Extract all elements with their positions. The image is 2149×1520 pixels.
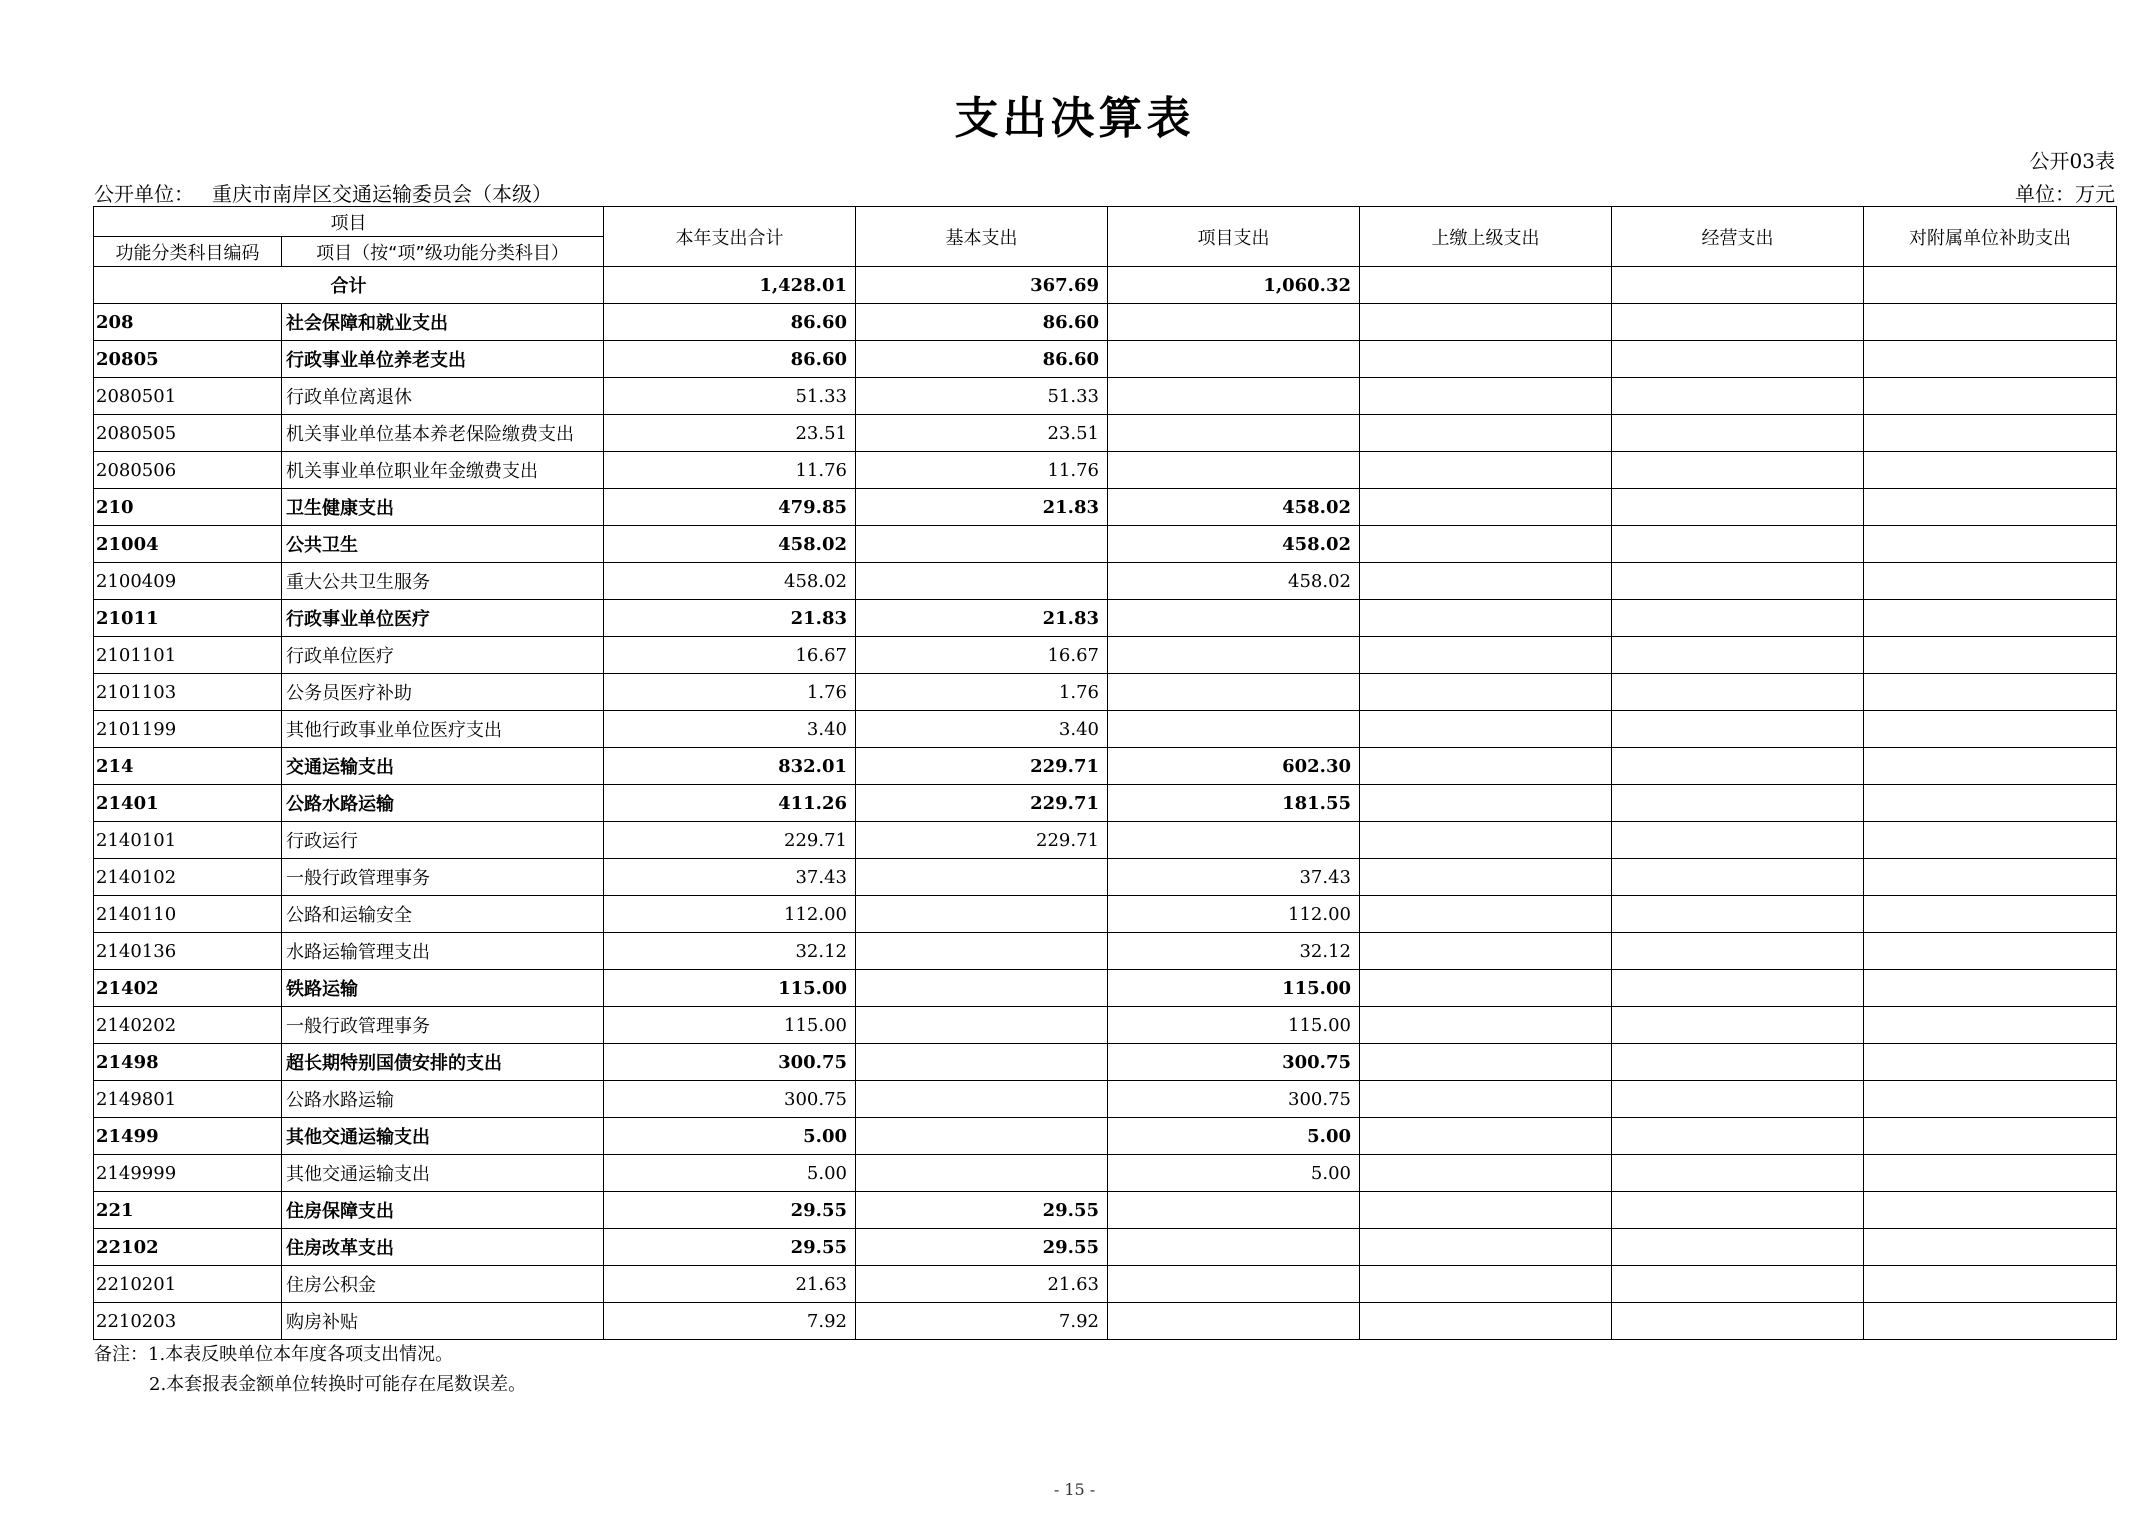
row-business — [1612, 341, 1864, 378]
currency-unit: 单位：万元 — [2015, 182, 2115, 206]
total-label: 合计 — [94, 267, 604, 304]
row-project: 115.00 — [1108, 970, 1360, 1007]
reporting-unit-label: 公开单位： — [94, 182, 194, 206]
row-project: 112.00 — [1108, 896, 1360, 933]
form-number: 公开03表 — [2029, 149, 2115, 173]
table-row — [94, 637, 2117, 674]
row-business — [1612, 785, 1864, 822]
row-basic — [856, 1081, 1108, 1118]
row-business — [1612, 674, 1864, 711]
row-upper — [1360, 563, 1612, 600]
row-project: 5.00 — [1108, 1155, 1360, 1192]
row-basic: 21.83 — [856, 489, 1108, 526]
row-code: 2140101 — [94, 822, 282, 859]
row-code: 2149801 — [94, 1081, 282, 1118]
row-code: 221 — [94, 1192, 282, 1229]
table-row — [94, 489, 2117, 526]
row-business — [1612, 563, 1864, 600]
row-business — [1612, 637, 1864, 674]
row-basic — [856, 1044, 1108, 1081]
page-number: - 15 - — [1053, 1480, 1096, 1499]
header-project: 项目支出 — [1108, 207, 1360, 267]
row-code: 2140102 — [94, 859, 282, 896]
row-subsidy — [1864, 1007, 2117, 1044]
row-subsidy — [1864, 1044, 2117, 1081]
row-business — [1612, 748, 1864, 785]
table-row — [94, 304, 2117, 341]
table-row — [94, 785, 2117, 822]
row-upper — [1360, 1192, 1612, 1229]
total-row — [94, 267, 2117, 304]
total-upper — [1360, 267, 1612, 304]
row-name: 行政事业单位养老支出 — [282, 341, 604, 378]
row-code: 20805 — [94, 341, 282, 378]
row-project — [1108, 415, 1360, 452]
row-name: 行政单位医疗 — [282, 637, 604, 674]
row-basic — [856, 859, 1108, 896]
total-business — [1612, 267, 1864, 304]
row-project — [1108, 1266, 1360, 1303]
row-code: 2149999 — [94, 1155, 282, 1192]
row-name: 公共卫生 — [282, 526, 604, 563]
table-row — [94, 563, 2117, 600]
table-row — [94, 341, 2117, 378]
row-basic: 23.51 — [856, 415, 1108, 452]
row-name: 水路运输管理支出 — [282, 933, 604, 970]
row-basic: 29.55 — [856, 1192, 1108, 1229]
row-name: 购房补贴 — [282, 1303, 604, 1340]
row-total: 5.00 — [604, 1118, 856, 1155]
notes — [94, 1340, 526, 1400]
row-total: 23.51 — [604, 415, 856, 452]
row-name: 卫生健康支出 — [282, 489, 604, 526]
row-total: 458.02 — [604, 563, 856, 600]
row-code: 2210203 — [94, 1303, 282, 1340]
row-total: 458.02 — [604, 526, 856, 563]
row-business — [1612, 378, 1864, 415]
row-basic: 229.71 — [856, 748, 1108, 785]
row-name: 行政事业单位医疗 — [282, 600, 604, 637]
row-subsidy — [1864, 526, 2117, 563]
row-code: 210 — [94, 489, 282, 526]
note-1: 备注：1.本表反映单位本年度各项支出情况。 — [94, 1344, 454, 1365]
row-subsidy — [1864, 748, 2117, 785]
row-business — [1612, 896, 1864, 933]
expenditure-table — [93, 206, 2117, 1340]
row-upper — [1360, 341, 1612, 378]
row-name: 超长期特别国债安排的支出 — [282, 1044, 604, 1081]
header-business: 经营支出 — [1612, 207, 1864, 267]
row-total: 1.76 — [604, 674, 856, 711]
row-name: 重大公共卫生服务 — [282, 563, 604, 600]
table-row — [94, 859, 2117, 896]
table-row — [94, 526, 2117, 563]
row-upper — [1360, 452, 1612, 489]
row-total: 37.43 — [604, 859, 856, 896]
row-business — [1612, 1155, 1864, 1192]
row-total: 112.00 — [604, 896, 856, 933]
row-business — [1612, 1229, 1864, 1266]
row-upper — [1360, 785, 1612, 822]
row-project — [1108, 378, 1360, 415]
total-project: 1,060.32 — [1108, 267, 1360, 304]
header-upper: 上缴上级支出 — [1360, 207, 1612, 267]
row-basic: 1.76 — [856, 674, 1108, 711]
row-code: 21499 — [94, 1118, 282, 1155]
row-project — [1108, 452, 1360, 489]
row-name: 其他行政事业单位医疗支出 — [282, 711, 604, 748]
row-project — [1108, 1192, 1360, 1229]
row-project — [1108, 600, 1360, 637]
row-business — [1612, 526, 1864, 563]
row-subsidy — [1864, 415, 2117, 452]
reporting-unit-name: 重庆市南岸区交通运输委员会（本级） — [212, 182, 552, 206]
row-upper — [1360, 489, 1612, 526]
row-upper — [1360, 415, 1612, 452]
row-project — [1108, 1303, 1360, 1340]
row-business — [1612, 1192, 1864, 1229]
row-business — [1612, 1266, 1864, 1303]
row-business — [1612, 600, 1864, 637]
header-total: 本年支出合计 — [604, 207, 856, 267]
row-business — [1612, 489, 1864, 526]
row-name: 住房公积金 — [282, 1266, 604, 1303]
row-code: 2100409 — [94, 563, 282, 600]
row-subsidy — [1864, 304, 2117, 341]
row-code: 21011 — [94, 600, 282, 637]
row-upper — [1360, 1081, 1612, 1118]
row-total: 832.01 — [604, 748, 856, 785]
row-project: 5.00 — [1108, 1118, 1360, 1155]
total-sum: 1,428.01 — [604, 267, 856, 304]
row-project: 32.12 — [1108, 933, 1360, 970]
row-upper — [1360, 859, 1612, 896]
row-subsidy — [1864, 674, 2117, 711]
row-code: 2140110 — [94, 896, 282, 933]
row-subsidy — [1864, 711, 2117, 748]
row-project: 458.02 — [1108, 563, 1360, 600]
row-subsidy — [1864, 1266, 2117, 1303]
row-subsidy — [1864, 970, 2117, 1007]
row-total: 29.55 — [604, 1192, 856, 1229]
row-business — [1612, 1081, 1864, 1118]
row-upper — [1360, 637, 1612, 674]
row-name: 行政单位离退休 — [282, 378, 604, 415]
row-name: 交通运输支出 — [282, 748, 604, 785]
table-row — [94, 1303, 2117, 1340]
row-subsidy — [1864, 1229, 2117, 1266]
table-row — [94, 1081, 2117, 1118]
row-upper — [1360, 1155, 1612, 1192]
row-business — [1612, 1303, 1864, 1340]
table-row — [94, 1007, 2117, 1044]
row-subsidy — [1864, 1081, 2117, 1118]
row-total: 300.75 — [604, 1081, 856, 1118]
row-name: 公路水路运输 — [282, 785, 604, 822]
row-total: 32.12 — [604, 933, 856, 970]
row-upper — [1360, 933, 1612, 970]
total-basic: 367.69 — [856, 267, 1108, 304]
row-project — [1108, 1229, 1360, 1266]
row-subsidy — [1864, 600, 2117, 637]
header-subsidy: 对附属单位补助支出 — [1864, 207, 2117, 267]
page-title: 支出决算表 — [954, 93, 1195, 144]
row-name: 其他交通运输支出 — [282, 1118, 604, 1155]
row-upper — [1360, 600, 1612, 637]
table-row — [94, 970, 2117, 1007]
row-code: 2101103 — [94, 674, 282, 711]
table-row — [94, 1118, 2117, 1155]
row-name: 一般行政管理事务 — [282, 1007, 604, 1044]
header-basic: 基本支出 — [856, 207, 1108, 267]
row-upper — [1360, 378, 1612, 415]
row-code: 2101199 — [94, 711, 282, 748]
row-total: 5.00 — [604, 1155, 856, 1192]
row-code: 214 — [94, 748, 282, 785]
row-basic: 86.60 — [856, 304, 1108, 341]
table-row — [94, 1044, 2117, 1081]
row-project: 115.00 — [1108, 1007, 1360, 1044]
row-name: 一般行政管理事务 — [282, 859, 604, 896]
row-basic: 86.60 — [856, 341, 1108, 378]
row-total: 479.85 — [604, 489, 856, 526]
row-code: 22102 — [94, 1229, 282, 1266]
row-upper — [1360, 896, 1612, 933]
row-total: 7.92 — [604, 1303, 856, 1340]
header-code: 功能分类科目编码 — [94, 237, 282, 267]
row-basic — [856, 1007, 1108, 1044]
row-basic: 21.83 — [856, 600, 1108, 637]
row-project: 181.55 — [1108, 785, 1360, 822]
row-project: 37.43 — [1108, 859, 1360, 896]
row-basic — [856, 563, 1108, 600]
table-row — [94, 1229, 2117, 1266]
row-code: 21498 — [94, 1044, 282, 1081]
row-subsidy — [1864, 637, 2117, 674]
table-row — [94, 1192, 2117, 1229]
row-total: 21.63 — [604, 1266, 856, 1303]
row-subsidy — [1864, 1155, 2117, 1192]
row-name: 其他交通运输支出 — [282, 1155, 604, 1192]
row-name: 社会保障和就业支出 — [282, 304, 604, 341]
row-project — [1108, 341, 1360, 378]
row-upper — [1360, 526, 1612, 563]
header-name: 项目（按“项”级功能分类科目） — [282, 237, 604, 267]
row-basic — [856, 1118, 1108, 1155]
row-basic — [856, 970, 1108, 1007]
row-total: 229.71 — [604, 822, 856, 859]
row-basic: 21.63 — [856, 1266, 1108, 1303]
row-total: 21.83 — [604, 600, 856, 637]
row-basic: 229.71 — [856, 822, 1108, 859]
row-total: 29.55 — [604, 1229, 856, 1266]
row-subsidy — [1864, 896, 2117, 933]
table-row — [94, 822, 2117, 859]
row-business — [1612, 304, 1864, 341]
row-business — [1612, 859, 1864, 896]
row-upper — [1360, 1303, 1612, 1340]
row-project — [1108, 637, 1360, 674]
row-upper — [1360, 304, 1612, 341]
row-basic: 229.71 — [856, 785, 1108, 822]
row-code: 21402 — [94, 970, 282, 1007]
table-row — [94, 748, 2117, 785]
row-total: 16.67 — [604, 637, 856, 674]
row-total: 86.60 — [604, 341, 856, 378]
row-upper — [1360, 1118, 1612, 1155]
row-business — [1612, 1118, 1864, 1155]
row-project: 458.02 — [1108, 526, 1360, 563]
row-name: 住房保障支出 — [282, 1192, 604, 1229]
header-item: 项目 — [94, 207, 604, 237]
row-code: 2080505 — [94, 415, 282, 452]
row-total: 86.60 — [604, 304, 856, 341]
row-upper — [1360, 1044, 1612, 1081]
row-subsidy — [1864, 341, 2117, 378]
row-code: 2101101 — [94, 637, 282, 674]
row-business — [1612, 1044, 1864, 1081]
row-name: 公务员医疗补助 — [282, 674, 604, 711]
row-project: 602.30 — [1108, 748, 1360, 785]
row-basic: 16.67 — [856, 637, 1108, 674]
row-upper — [1360, 1229, 1612, 1266]
row-basic: 51.33 — [856, 378, 1108, 415]
table-row — [94, 1155, 2117, 1192]
row-basic: 7.92 — [856, 1303, 1108, 1340]
row-basic — [856, 933, 1108, 970]
row-subsidy — [1864, 1303, 2117, 1340]
row-subsidy — [1864, 452, 2117, 489]
row-name: 机关事业单位基本养老保险缴费支出 — [282, 415, 604, 452]
row-total: 11.76 — [604, 452, 856, 489]
row-project — [1108, 304, 1360, 341]
row-code: 21401 — [94, 785, 282, 822]
table-row — [94, 896, 2117, 933]
row-subsidy — [1864, 1192, 2117, 1229]
row-code: 2140136 — [94, 933, 282, 970]
row-project: 300.75 — [1108, 1081, 1360, 1118]
row-code: 2080506 — [94, 452, 282, 489]
row-project: 300.75 — [1108, 1044, 1360, 1081]
row-project: 458.02 — [1108, 489, 1360, 526]
row-project — [1108, 822, 1360, 859]
row-upper — [1360, 1007, 1612, 1044]
row-basic — [856, 526, 1108, 563]
row-basic: 11.76 — [856, 452, 1108, 489]
table-row — [94, 415, 2117, 452]
row-business — [1612, 933, 1864, 970]
table-row — [94, 674, 2117, 711]
row-subsidy — [1864, 822, 2117, 859]
table-row — [94, 452, 2117, 489]
table-row — [94, 600, 2117, 637]
row-business — [1612, 415, 1864, 452]
row-project — [1108, 674, 1360, 711]
row-basic — [856, 896, 1108, 933]
reporting-unit — [94, 178, 552, 207]
row-total: 300.75 — [604, 1044, 856, 1081]
row-upper — [1360, 970, 1612, 1007]
row-upper — [1360, 822, 1612, 859]
row-subsidy — [1864, 933, 2117, 970]
row-basic: 29.55 — [856, 1229, 1108, 1266]
row-total: 115.00 — [604, 970, 856, 1007]
row-business — [1612, 822, 1864, 859]
row-code: 21004 — [94, 526, 282, 563]
row-subsidy — [1864, 1118, 2117, 1155]
row-total: 51.33 — [604, 378, 856, 415]
row-business — [1612, 1007, 1864, 1044]
row-total: 3.40 — [604, 711, 856, 748]
row-upper — [1360, 748, 1612, 785]
row-subsidy — [1864, 378, 2117, 415]
row-subsidy — [1864, 859, 2117, 896]
row-business — [1612, 452, 1864, 489]
row-name: 公路水路运输 — [282, 1081, 604, 1118]
row-name: 铁路运输 — [282, 970, 604, 1007]
row-subsidy — [1864, 785, 2117, 822]
row-business — [1612, 970, 1864, 1007]
row-upper — [1360, 711, 1612, 748]
row-total: 411.26 — [604, 785, 856, 822]
row-basic: 3.40 — [856, 711, 1108, 748]
row-name: 行政运行 — [282, 822, 604, 859]
row-upper — [1360, 674, 1612, 711]
row-upper — [1360, 1266, 1612, 1303]
table-row — [94, 933, 2117, 970]
row-total: 115.00 — [604, 1007, 856, 1044]
row-name: 机关事业单位职业年金缴费支出 — [282, 452, 604, 489]
row-code: 2080501 — [94, 378, 282, 415]
row-code: 208 — [94, 304, 282, 341]
total-subsidy — [1864, 267, 2117, 304]
row-name: 公路和运输安全 — [282, 896, 604, 933]
row-subsidy — [1864, 563, 2117, 600]
row-basic — [856, 1155, 1108, 1192]
row-name: 住房改革支出 — [282, 1229, 604, 1266]
row-code: 2140202 — [94, 1007, 282, 1044]
row-project — [1108, 711, 1360, 748]
row-subsidy — [1864, 489, 2117, 526]
note-2: 2.本套报表金额单位转换时可能存在尾数误差。 — [149, 1374, 527, 1395]
row-code: 2210201 — [94, 1266, 282, 1303]
table-row — [94, 1266, 2117, 1303]
table-row — [94, 711, 2117, 748]
row-business — [1612, 711, 1864, 748]
table-row — [94, 378, 2117, 415]
